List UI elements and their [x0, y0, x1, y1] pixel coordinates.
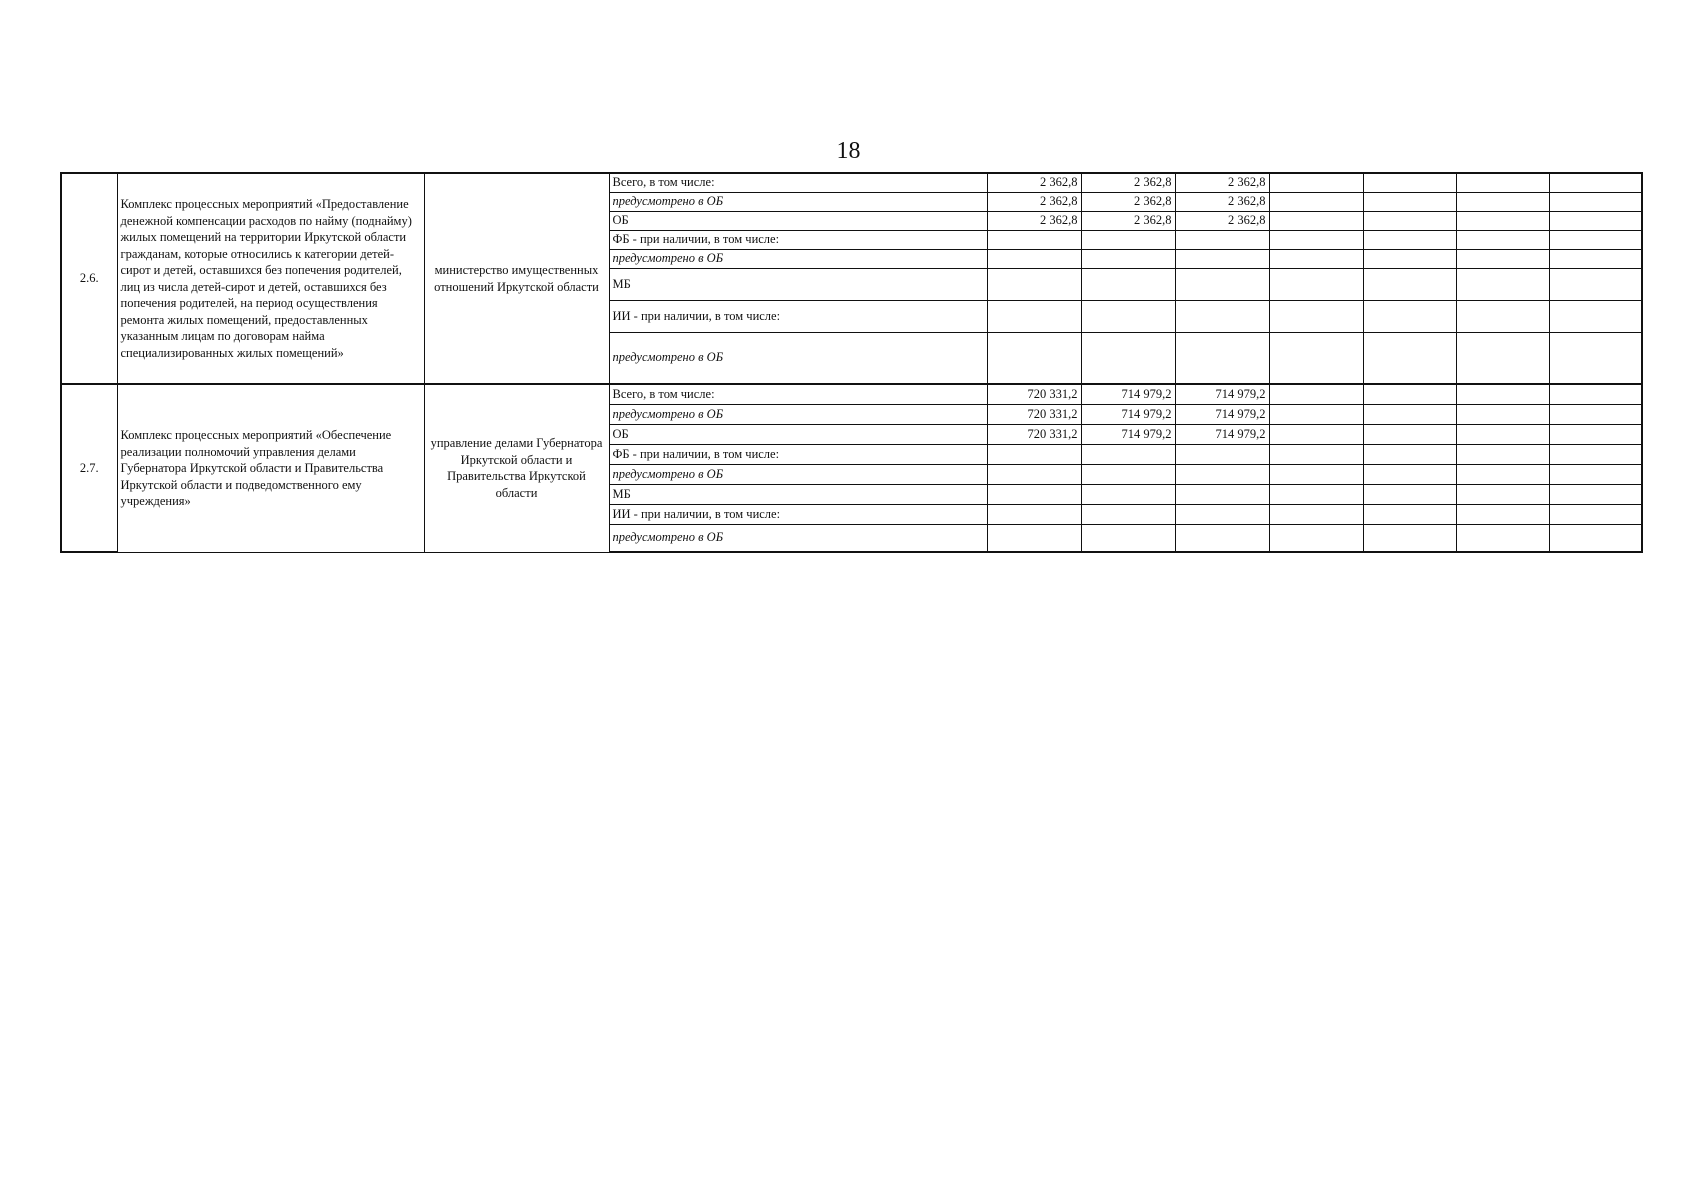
value-cell: 714 979,2 — [1081, 424, 1175, 444]
measure-name: Комплекс процессных мероприятий «Предоставление денежной компенсации расходов по найму (поднайму) жилых помещений на территории Иркутской области гражданам, которые относились к категории детей-сирот и детей, оставшихся без попечения родителей, лиц из числа детей-сирот и детей, оставшихся без попечения родителей, на период осуществления ремонта жилых помещений, предоставленных указанным лицам по договорам найма специализированных жилых помещений» — [117, 173, 424, 384]
value-cell — [1081, 249, 1175, 268]
value-cell — [1456, 230, 1549, 249]
value-cell — [1175, 524, 1269, 552]
value-cell — [987, 268, 1081, 300]
value-cell — [1456, 268, 1549, 300]
value-cell — [987, 524, 1081, 552]
value-cell — [1456, 404, 1549, 424]
value-cell — [1269, 249, 1363, 268]
value-cell: 720 331,2 — [987, 404, 1081, 424]
value-cell: 2 362,8 — [987, 211, 1081, 230]
value-cell — [1456, 424, 1549, 444]
value-cell — [1269, 504, 1363, 524]
value-cell: 2 362,8 — [1081, 211, 1175, 230]
value-cell — [1269, 424, 1363, 444]
value-cell — [1456, 524, 1549, 552]
value-cell — [1175, 504, 1269, 524]
value-cell — [1549, 444, 1642, 464]
row-index: 2.6. — [61, 173, 117, 384]
value-cell — [1549, 332, 1642, 384]
value-cell: 2 362,8 — [1081, 173, 1175, 192]
value-cell — [1175, 300, 1269, 332]
value-cell: 714 979,2 — [1175, 404, 1269, 424]
value-cell — [1363, 300, 1456, 332]
value-cell: 2 362,8 — [987, 192, 1081, 211]
value-cell — [1456, 300, 1549, 332]
value-cell — [1363, 464, 1456, 484]
value-cell — [1269, 464, 1363, 484]
funding-source: Всего, в том числе: — [609, 384, 987, 404]
value-cell — [1363, 444, 1456, 464]
value-cell — [1175, 444, 1269, 464]
value-cell — [1456, 211, 1549, 230]
value-cell — [1363, 384, 1456, 404]
funding-source: ФБ - при наличии, в том числе: — [609, 230, 987, 249]
funding-source: предусмотрено в ОБ — [609, 192, 987, 211]
value-cell — [1269, 484, 1363, 504]
funding-source: предусмотрено в ОБ — [609, 464, 987, 484]
measure-name: Комплекс процессных мероприятий «Обеспечение реализации полномочий управления делами Губернатора Иркутской области и Правительства Иркутской области и подведомственного ему учреждения» — [117, 384, 424, 552]
value-cell — [1549, 211, 1642, 230]
value-cell — [1549, 300, 1642, 332]
value-cell — [1081, 230, 1175, 249]
value-cell — [1363, 249, 1456, 268]
value-cell — [1549, 268, 1642, 300]
value-cell — [1269, 230, 1363, 249]
funding-source: МБ — [609, 484, 987, 504]
value-cell — [1363, 424, 1456, 444]
value-cell — [1363, 332, 1456, 384]
value-cell — [1081, 524, 1175, 552]
funding-source: предусмотрено в ОБ — [609, 249, 987, 268]
value-cell — [1549, 424, 1642, 444]
value-cell — [1081, 464, 1175, 484]
value-cell: 714 979,2 — [1175, 384, 1269, 404]
value-cell — [1081, 484, 1175, 504]
value-cell — [1363, 504, 1456, 524]
value-cell — [1081, 504, 1175, 524]
value-cell — [1363, 484, 1456, 504]
value-cell — [1549, 484, 1642, 504]
value-cell — [1269, 524, 1363, 552]
value-cell — [1363, 211, 1456, 230]
value-cell — [1269, 211, 1363, 230]
value-cell — [1456, 504, 1549, 524]
value-cell — [1175, 484, 1269, 504]
value-cell — [1081, 300, 1175, 332]
value-cell — [987, 230, 1081, 249]
value-cell — [1549, 192, 1642, 211]
funding-source: ОБ — [609, 211, 987, 230]
value-cell: 2 362,8 — [1081, 192, 1175, 211]
value-cell — [1549, 404, 1642, 424]
value-cell — [1549, 524, 1642, 552]
value-cell — [1456, 249, 1549, 268]
value-cell — [1549, 230, 1642, 249]
table-row — [61, 384, 1642, 404]
value-cell — [1456, 173, 1549, 192]
funding-source: ФБ - при наличии, в том числе: — [609, 444, 987, 464]
value-cell — [1175, 332, 1269, 384]
value-cell — [1175, 464, 1269, 484]
value-cell — [1175, 249, 1269, 268]
value-cell — [1269, 173, 1363, 192]
value-cell — [1549, 504, 1642, 524]
value-cell — [1456, 384, 1549, 404]
value-cell — [1456, 464, 1549, 484]
funding-source: Всего, в том числе: — [609, 173, 987, 192]
value-cell — [1456, 484, 1549, 504]
value-cell: 2 362,8 — [987, 173, 1081, 192]
executor: министерство имущественных отношений Иркутской области — [424, 173, 609, 384]
value-cell — [1081, 332, 1175, 384]
funding-source: предусмотрено в ОБ — [609, 404, 987, 424]
value-cell — [1456, 444, 1549, 464]
value-cell — [987, 484, 1081, 504]
value-cell — [1363, 268, 1456, 300]
value-cell — [1363, 404, 1456, 424]
value-cell — [987, 504, 1081, 524]
funding-source: ИИ - при наличии, в том числе: — [609, 504, 987, 524]
value-cell: 720 331,2 — [987, 384, 1081, 404]
value-cell — [1269, 268, 1363, 300]
value-cell — [1549, 249, 1642, 268]
value-cell — [1269, 384, 1363, 404]
value-cell — [1269, 444, 1363, 464]
funding-source: МБ — [609, 268, 987, 300]
table-row — [61, 173, 1642, 192]
value-cell — [1456, 192, 1549, 211]
budget-table — [60, 172, 1643, 553]
value-cell — [1363, 192, 1456, 211]
value-cell — [1456, 332, 1549, 384]
value-cell — [1363, 524, 1456, 552]
value-cell — [1081, 444, 1175, 464]
value-cell — [1175, 268, 1269, 300]
executor: управление делами Губернатора Иркутской области и Правительства Иркутской области — [424, 384, 609, 552]
value-cell: 714 979,2 — [1081, 404, 1175, 424]
funding-source: ИИ - при наличии, в том числе: — [609, 300, 987, 332]
value-cell — [1363, 173, 1456, 192]
value-cell — [1549, 384, 1642, 404]
value-cell — [1363, 230, 1456, 249]
table-body — [61, 173, 1642, 552]
value-cell — [987, 464, 1081, 484]
value-cell — [1549, 173, 1642, 192]
value-cell — [1269, 192, 1363, 211]
value-cell — [987, 444, 1081, 464]
value-cell — [987, 249, 1081, 268]
value-cell — [1549, 464, 1642, 484]
value-cell — [1269, 332, 1363, 384]
funding-source: предусмотрено в ОБ — [609, 332, 987, 384]
value-cell: 2 362,8 — [1175, 211, 1269, 230]
funding-source: ОБ — [609, 424, 987, 444]
value-cell — [987, 332, 1081, 384]
value-cell — [1269, 300, 1363, 332]
value-cell — [1081, 268, 1175, 300]
row-index: 2.7. — [61, 384, 117, 552]
value-cell: 720 331,2 — [987, 424, 1081, 444]
value-cell: 2 362,8 — [1175, 192, 1269, 211]
value-cell: 2 362,8 — [1175, 173, 1269, 192]
value-cell: 714 979,2 — [1081, 384, 1175, 404]
value-cell: 714 979,2 — [1175, 424, 1269, 444]
value-cell — [1175, 230, 1269, 249]
funding-source: предусмотрено в ОБ — [609, 524, 987, 552]
value-cell — [1269, 404, 1363, 424]
page-number: 18 — [836, 138, 861, 164]
value-cell — [987, 300, 1081, 332]
